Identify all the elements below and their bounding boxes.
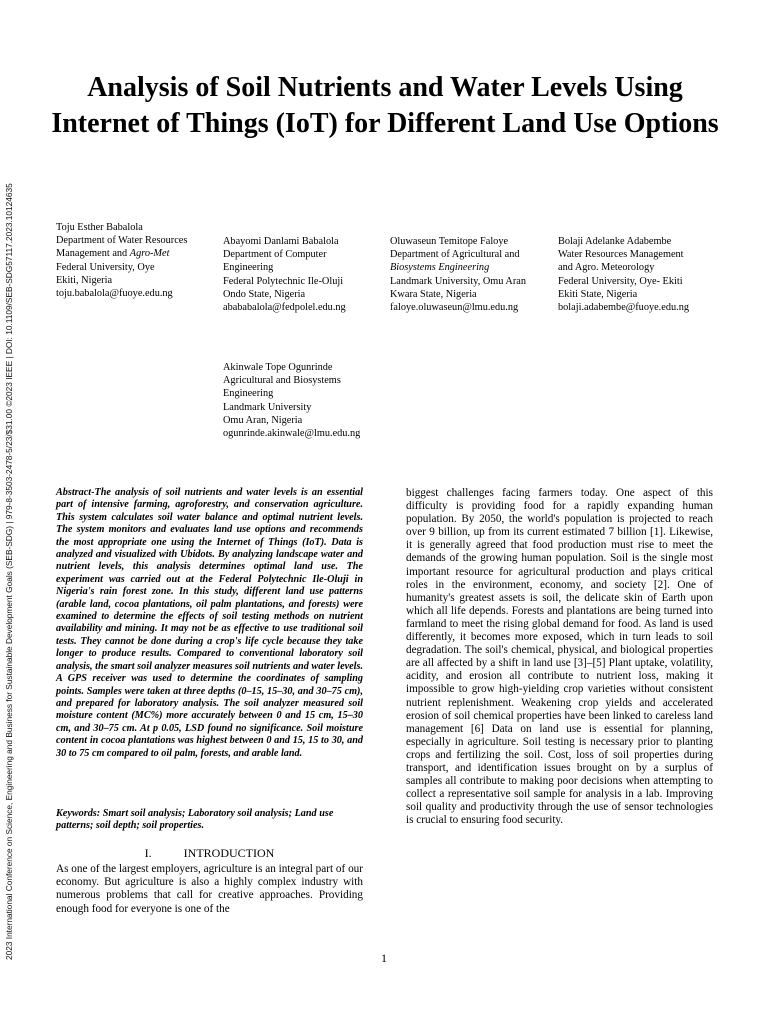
author-institution: Federal University, Oye- Ekiti — [558, 275, 683, 287]
author-name: Toju Esther Babalola — [56, 222, 143, 233]
section-title: INTRODUCTION — [183, 846, 275, 860]
author-location: Omu Aran, Nigeria — [223, 414, 303, 426]
author-name: Bolaji Adelanke Adabembe — [558, 236, 672, 247]
author-affiliation: Department of Agricultural and — [390, 249, 520, 261]
author-affiliation: Agricultural and Biosystems — [223, 375, 341, 387]
author-block-4 — [558, 235, 733, 314]
author-institution: Landmark University, Omu Aran — [390, 275, 527, 287]
author-institution: Landmark University — [223, 401, 312, 413]
section-number: I. — [144, 846, 152, 860]
author-affiliation: Department of Water Resources — [56, 235, 188, 247]
author-email: bolaji.adabembe@fuoye.edu.ng — [558, 302, 689, 314]
author-affiliation: Department of Computer — [223, 249, 327, 261]
keywords: Keywords: Smart soil analysis; Laboratory soil analysis; Land use patterns; soil depth; soil properties. — [56, 808, 334, 832]
author-location: Ekiti State, Nigeria — [558, 288, 638, 300]
right-column-paragraph: biggest challenges facing farmers today. One aspect of this difficulty is providing food for a rapidly expanding human population. By 2050, the world's population is projected to reach over 9 billion, up from its current estimated 7 billion [1]. Likewise, it is generally agreed that food production must rise to meet the demands of the growing human population. Soil is the single most important resource for agricultural production and plays critical roles in the environment, economy, and society [2]. One of humanity's greatest assets is soil, the delicate skin of Earth upon which all life depends. Forests and plantations are being turned into farmland to meet the rising global demand for food. As land is used differently, it becomes more exposed, which in turn leads to soil degradation. The soil's chemical, physical, and biological properties are all affected by a shift in land use [3]–[5] Plant uptake, volatility, acidity, and erosion all contribute to nutrient loss, making it impossible to grow high-yielding crop varieties without consistent nutrient replenishment. Weakening crop yields and accelerated erosion of soil chemical properties have been linked to careless land management [6] Data on land use is essential for planning, especially in agriculture. Soil testing is necessary prior to planting crops and fertilizing the soil. Cost, loss of soil properties during transport, and identification issues brought on by a surplus of samples all contribute to making poor decisions when attempting to collect a representative soil sample for analysis in a lab. Improving soil quality and productivity through the use of sensor technologies is crucial to ensuring food security. — [406, 487, 713, 827]
author-block-2 — [223, 235, 398, 314]
author-affiliation: Biosystems Engineering — [390, 262, 490, 274]
author-block-5 — [223, 361, 398, 440]
abstract: Abstract-The analysis of soil nutrients and water levels is an essential part of intensive farming, agroforestry, and conservation agriculture. This system calculates soil water balance and optimal nutrient levels. The system monitors and evaluates land use options and recommends the most appropriate one using the Internet of Things (IoT). Data is analyzed and visualized with Ubidots. By analyzing landscape water and nutrient levels, this analysis determines optimal land use. The experiment was carried out at the Federal Polytechnic Ile-Oluji in Nigeria's rain forest zone. In this study, different land use patterns (arable land, cocoa plantations, oil palm plantations, and forests) were examined to determine the effects of soil testing methods on nutrient availability and mining. It may not be as effective to use traditional soil tests. They cannot be done during a crop's life cycle because they take longer to produce results. Compared to conventional laboratory soil analysis, the smart soil analyzer measures soil nutrients and water levels. A GPS receiver was used to determine the coordinates of sampling points. Samples were taken at three depths (0–15, 15–30, and 30–75 cm), and prepared for laboratory analysis. The soil analyzer measured soil moisture content (MC%) more accurately between 0 and 15 cm, 15–30 cm, and 30–75 cm. At p 0.05, LSD found no significance. Soil moisture content in cocoa plantations was highest between 0 and 15, 15 to 30, and 30 to 75 cm compared to oil palm, forests, and arable land. — [56, 487, 363, 759]
author-email: abababalola@fedpolel.edu.ng — [223, 302, 346, 314]
author-location: Ekiti, Nigeria — [56, 274, 113, 286]
author-block-3 — [390, 235, 565, 314]
author-name: Abayomi Danlami Babalola — [223, 236, 339, 247]
author-affiliation: Management and Agro-Met — [56, 248, 170, 260]
section-heading-introduction — [56, 846, 363, 860]
doi-sidebar: 2023 International Conference on Science, Engineering and Business for Sustainable Development Goals (SEB-SDG) | 979-8-3503-2478-5/23/$31.00 ©2023 IEEE | DOI: 10.1109/SEB-SDG57117.2023.10124635 — [4, 183, 14, 960]
author-location: Ondo State, Nigeria — [223, 288, 306, 300]
author-affiliation: Water Resources Management — [558, 249, 684, 261]
paper-title: Analysis of Soil Nutrients and Water Levels Using Internet of Things (IoT) for Different Land Use Options — [51, 72, 719, 139]
author-institution: Federal Polytechnic Ile-Oluji — [223, 275, 344, 287]
author-institution: Federal University, Oye — [56, 261, 155, 273]
author-location: Kwara State, Nigeria — [390, 288, 477, 300]
author-affiliation: and Agro. Meteorology — [558, 262, 655, 274]
introduction-paragraph: As one of the largest employers, agriculture is an integral part of our economy. But agriculture is also a highly complex industry with numerous problems that call for creative approaches. Providing enough food for everyone is one of the — [56, 863, 363, 915]
author-email: toju.babalola@fuoye.edu.ng — [56, 288, 173, 300]
author-block-1 — [56, 221, 231, 300]
author-affiliation: Engineering — [223, 262, 274, 274]
author-name: Akinwale Tope Ogunrinde — [223, 362, 333, 373]
author-email: ogunrinde.akinwale@lmu.edu.ng — [223, 428, 361, 440]
author-email: faloye.oluwaseun@lmu.edu.ng — [390, 302, 519, 314]
author-name: Oluwaseun Temitope Faloye — [390, 236, 509, 247]
author-affiliation: Engineering — [223, 388, 274, 400]
page-number: 1 — [381, 951, 387, 965]
